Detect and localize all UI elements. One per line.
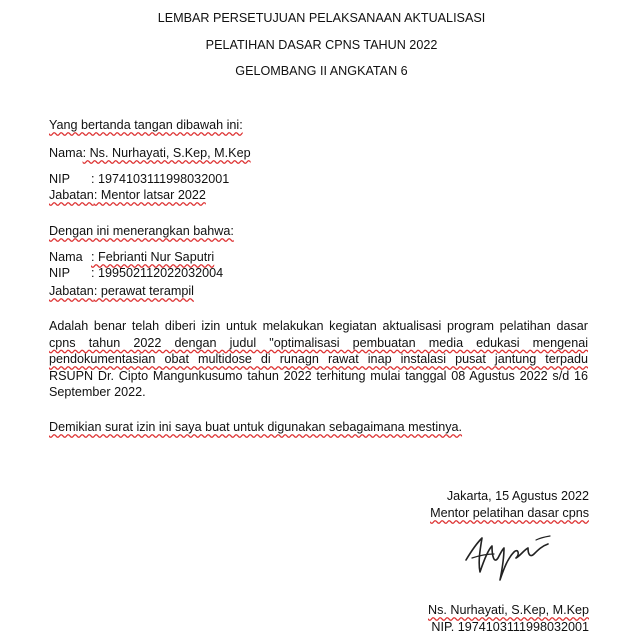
undersigned-name-label: Nama — [49, 146, 83, 160]
place-date: Jakarta, 15 Agustus 2022 — [446, 489, 589, 503]
subject-jabatan-label: Jabatan — [49, 284, 94, 298]
document-batch: GELOMBANG II ANGKATAN 6 — [235, 64, 408, 78]
closing-statement: Demikian surat izin ini saya buat untuk digunakan sebagaimana mestinya. — [49, 420, 463, 434]
subject-nip-label: NIP — [49, 266, 70, 280]
undersigned-jabatan-row — [49, 188, 206, 202]
undersigned-nip-label: NIP — [49, 172, 70, 186]
subject-jabatan-row — [49, 284, 194, 298]
paragraph-line: cpns tahun 2022 dengan judul "optimalisasi pembuatan media edukasi mengenai — [49, 335, 588, 350]
undersigned-jabatan-label: Jabatan — [49, 188, 94, 202]
subject-name-label: Nama — [49, 250, 83, 264]
subject-nip-row — [49, 266, 223, 280]
paragraph-line: Adalah benar telah diberi izin untuk melakukan kegiatan aktualisasi program pelatihan dasar — [49, 319, 588, 333]
undersigned-nip-value: : 1974103111998032001 — [91, 172, 230, 186]
paragraph-line: pendokumentasian obat multidose di runagn rawat inap instalasi pusat jantung terpadu — [49, 352, 588, 367]
paragraph-line: RSUPN Dr. Cipto Mangunkusumo tahun 2022 terhitung mulai tanggal 08 Agustus 2022 s/d 16 — [49, 368, 588, 383]
paragraph-line: September 2022. — [49, 385, 146, 400]
undersigned-name-row — [49, 146, 251, 160]
signer-name: Ns. Nurhayati, S.Kep, M.Kep — [428, 603, 589, 617]
undersigned-nip-row — [49, 172, 229, 186]
subject-name-row — [49, 250, 214, 264]
signer-nip: NIP. 1974103111998032001 — [431, 620, 589, 634]
undersigned-jabatan-value: : Mentor latsar 2022 — [93, 188, 206, 202]
document-subtitle: PELATIHAN DASAR CPNS TAHUN 2022 — [205, 38, 438, 52]
undersigned-name-value: : Ns. Nurhayati, S.Kep, M.Kep — [82, 146, 251, 160]
subject-nip-value: : 199502112022032004 — [91, 266, 224, 280]
undersigned-intro: Yang bertanda tangan dibawah ini: — [49, 118, 243, 132]
handwritten-signature — [458, 528, 562, 586]
subject-jabatan-value: : perawat terampil — [93, 284, 194, 298]
subject-intro: Dengan ini menerangkan bahwa: — [49, 224, 234, 238]
body-paragraph — [49, 318, 588, 401]
subject-name-value: : Febrianti Nur Saputri — [91, 250, 215, 264]
signer-role: Mentor pelatihan dasar cpns — [430, 506, 589, 520]
document-title: LEMBAR PERSETUJUAN PELAKSANAAN AKTUALISASI — [157, 11, 486, 25]
